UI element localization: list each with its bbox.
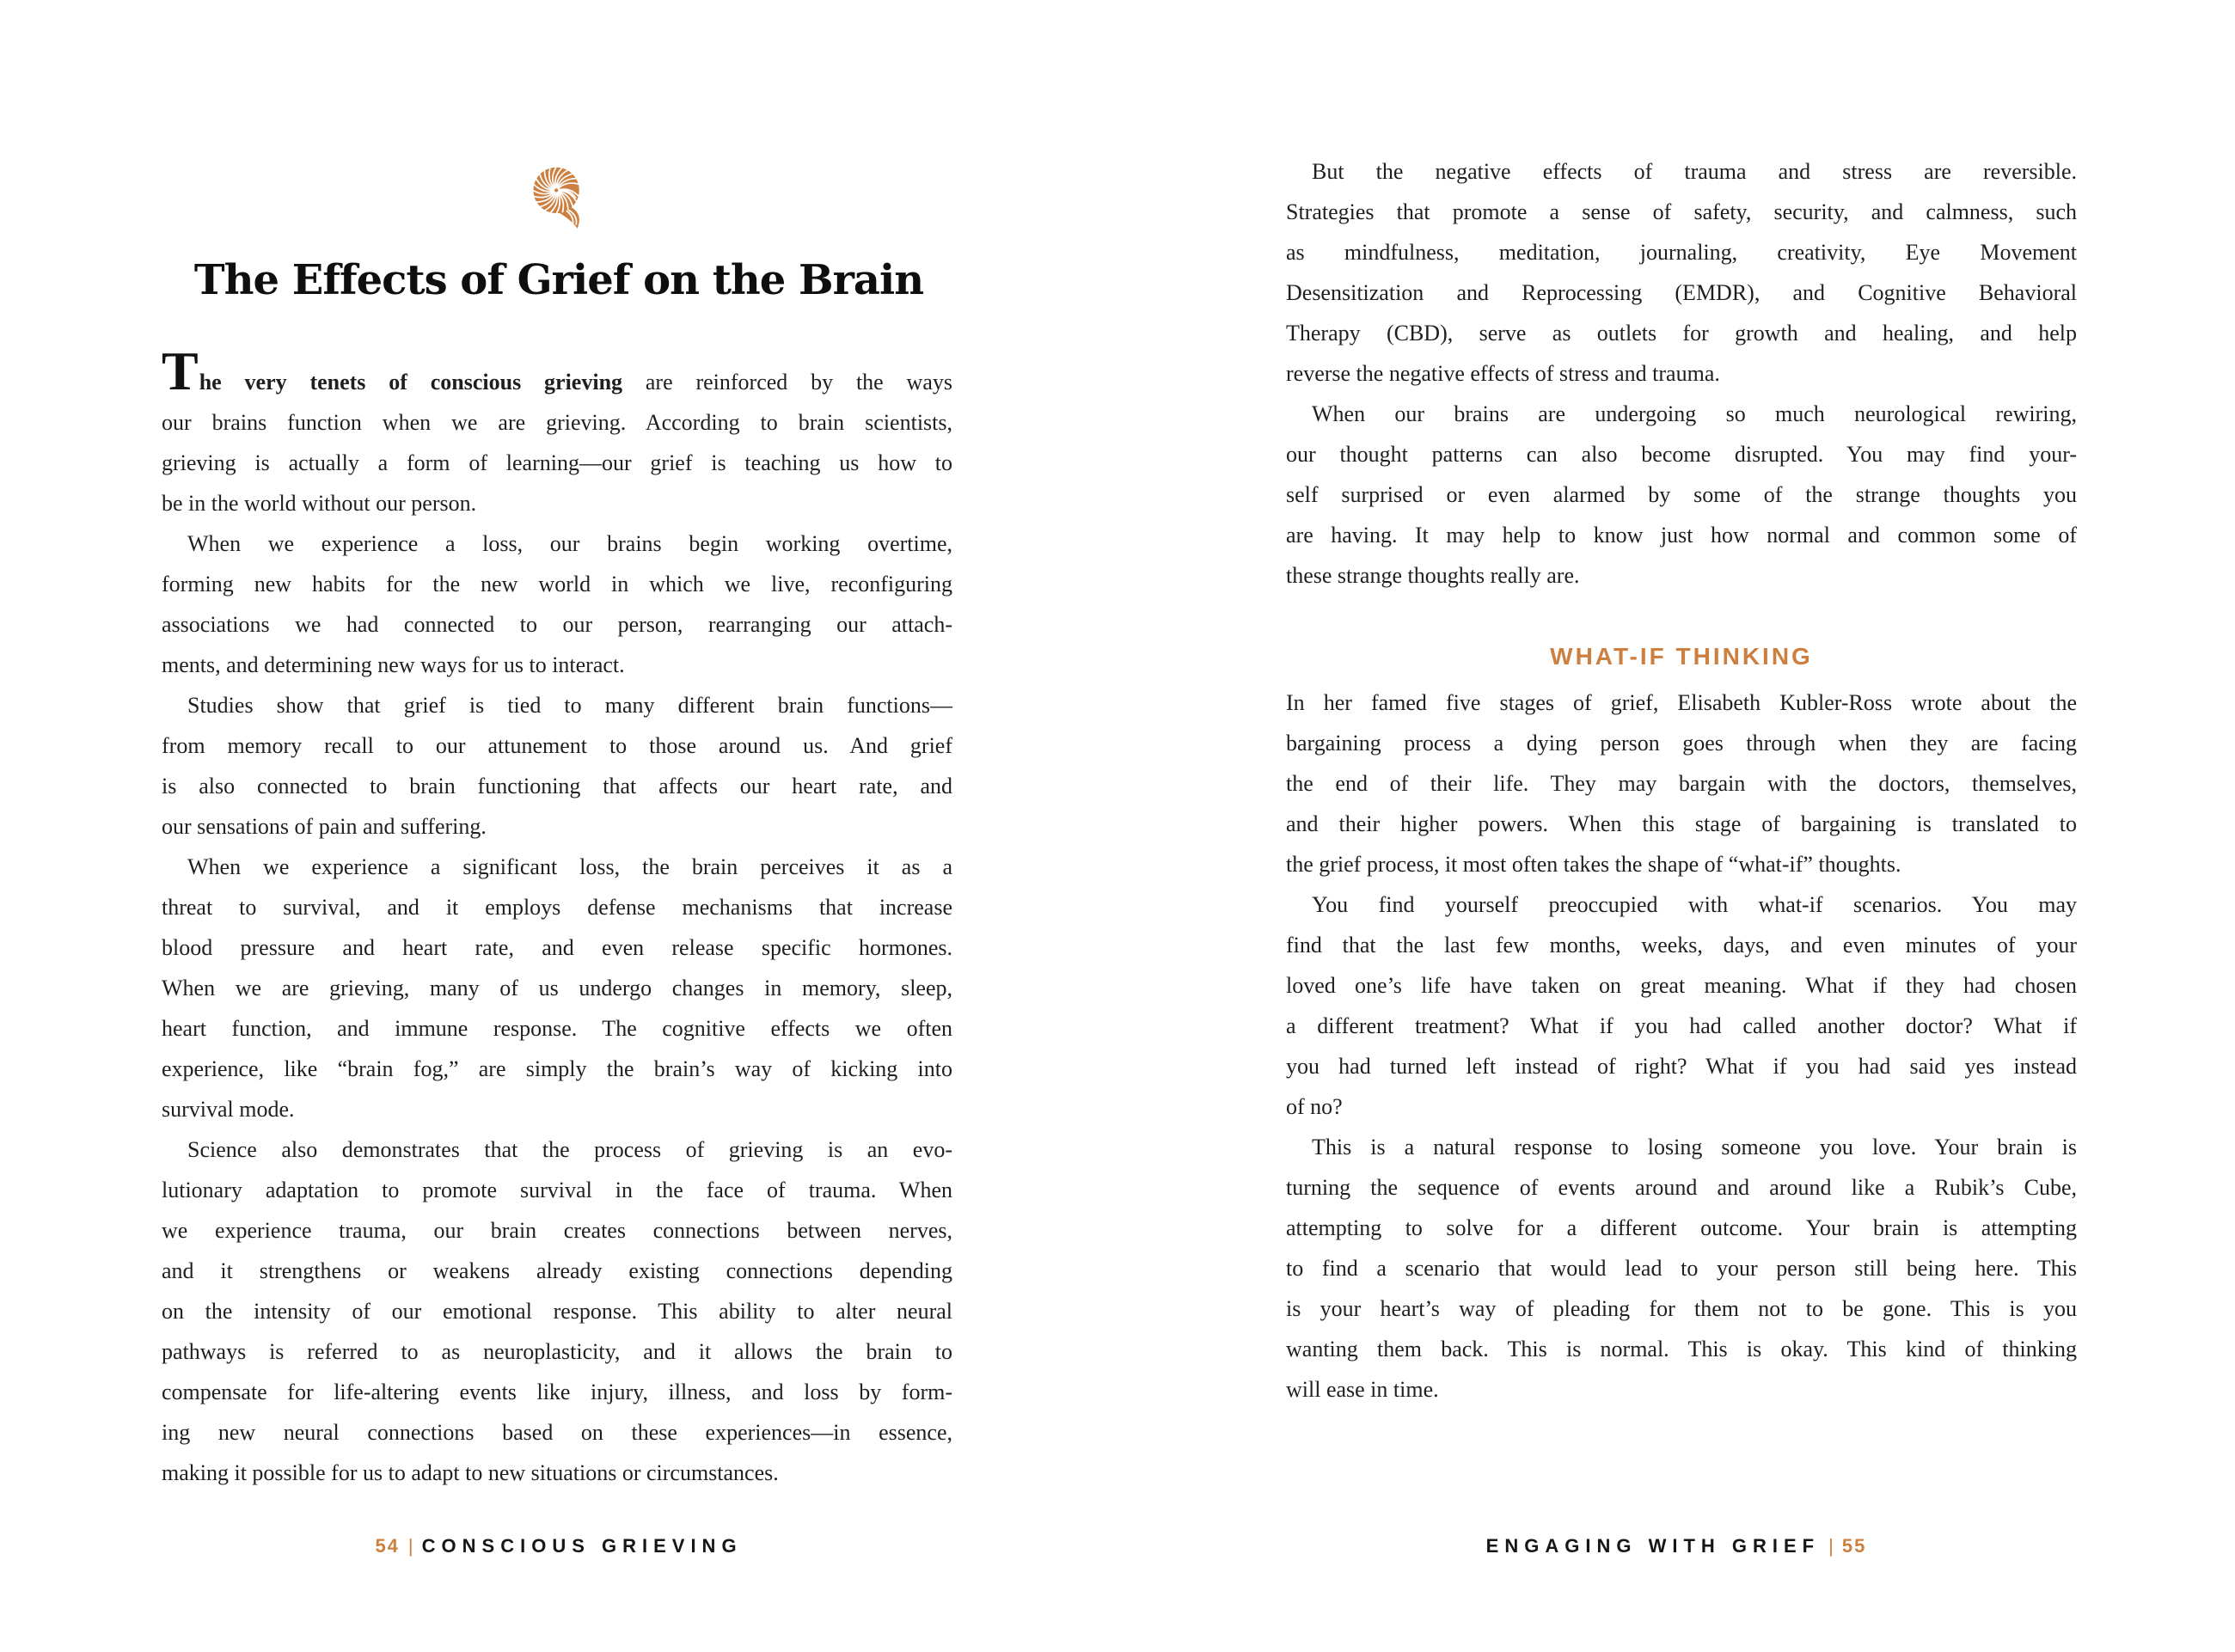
running-chapter-title: ENGAGING WITH GRIEF bbox=[1485, 1535, 1821, 1557]
body-line: of no? bbox=[1286, 1094, 1343, 1119]
bold-lead-in: he very tenets of conscious grieving bbox=[199, 370, 623, 395]
body-line: we experience trauma, our brain creates connections between nerves, bbox=[162, 1218, 952, 1243]
paragraph bbox=[162, 1129, 952, 1493]
body-line: Desensitization and Reprocessing (EMDR), and Cognitive Behavioral bbox=[1286, 280, 2077, 305]
body-line: our sensations of pain and suffering. bbox=[162, 814, 487, 839]
footer-separator: | bbox=[407, 1535, 413, 1557]
body-line: will ease in time. bbox=[1286, 1377, 1439, 1402]
paragraph bbox=[1286, 1127, 2077, 1410]
right-page-paragraphs-top bbox=[1286, 151, 2077, 596]
body-line: survival mode. bbox=[162, 1097, 295, 1122]
body-line: is your heart’s way of pleading for them not to be gone. This is you bbox=[1286, 1296, 2077, 1321]
body-line: bargaining process a dying person goes through when they are facing bbox=[1286, 731, 2077, 756]
body-line: When we experience a significant loss, the brain perceives it as a bbox=[187, 854, 952, 879]
left-page-footer bbox=[0, 1535, 1118, 1557]
body-line: from memory recall to our attunement to those around us. And grief bbox=[162, 733, 952, 758]
paragraph bbox=[1286, 682, 2077, 884]
body-line: pathways is referred to as neuroplasticity, and it allows the brain to bbox=[162, 1339, 952, 1364]
body-line: the end of their life. They may bargain with the doctors, themselves, bbox=[1286, 771, 2077, 796]
footer-separator: | bbox=[1828, 1535, 1834, 1557]
section-heading: WHAT-IF THINKING bbox=[1550, 643, 1813, 670]
page-number: 54 bbox=[375, 1535, 400, 1557]
lead-line-rest: are reinforced by the ways bbox=[622, 370, 952, 395]
body-line bbox=[162, 340, 952, 402]
body-line: lutionary adaptation to promote survival in the face of trauma. When bbox=[162, 1178, 952, 1202]
body-line: find that the last few months, weeks, days, and even minutes of your bbox=[1286, 933, 2077, 958]
right-page-paragraphs-bottom bbox=[1286, 682, 2077, 1410]
body-line: blood pressure and heart rate, and even release specific hormones. bbox=[162, 935, 952, 960]
left-page-body bbox=[162, 340, 952, 1493]
body-line: Science also demonstrates that the process of grieving is an evo- bbox=[187, 1137, 952, 1162]
paragraph bbox=[1286, 151, 2077, 394]
body-line: loved one’s life have taken on great meaning. What if they had chosen bbox=[1286, 973, 2077, 998]
paragraph bbox=[162, 685, 952, 847]
body-line: are having. It may help to know just how normal and common some of bbox=[1286, 523, 2077, 548]
body-line: reverse the negative effects of stress and trauma. bbox=[1286, 361, 1720, 386]
paragraph bbox=[162, 340, 952, 523]
body-line: grieving is actually a form of learning—our grief is teaching us how to bbox=[162, 450, 952, 475]
nautilus-shell-icon bbox=[0, 163, 1118, 236]
body-line: In her famed five stages of grief, Elisabeth Kubler-Ross wrote about the bbox=[1286, 690, 2077, 715]
body-line: as mindfulness, meditation, journaling, creativity, Eye Movement bbox=[1286, 240, 2077, 265]
running-book-title: CONSCIOUS GRIEVING bbox=[421, 1535, 743, 1557]
body-line: threat to survival, and it employs defense mechanisms that increase bbox=[162, 895, 952, 920]
body-line: forming new habits for the new world in which we live, reconfiguring bbox=[162, 572, 952, 597]
right-page bbox=[1118, 0, 2235, 1652]
body-line: these strange thoughts really are. bbox=[1286, 563, 1580, 588]
body-line: heart function, and immune response. The cognitive effects we often bbox=[162, 1016, 952, 1041]
body-line: ing new neural connections based on these experiences—in essence, bbox=[162, 1420, 952, 1445]
body-line: turning the sequence of events around and around like a Rubik’s Cube, bbox=[1286, 1175, 2077, 1200]
body-line: You find yourself preoccupied with what-if scenarios. You may bbox=[1312, 892, 2077, 917]
body-line: attempting to solve for a different outcome. Your brain is attempting bbox=[1286, 1215, 2077, 1240]
body-line: our brains function when we are grieving. According to brain scientists, bbox=[162, 410, 952, 435]
body-line: This is a natural response to losing someone you love. Your brain is bbox=[1312, 1135, 2077, 1159]
body-line: our thought patterns can also become disrupted. You may find your- bbox=[1286, 442, 2077, 467]
body-line: When we are grieving, many of us undergo changes in memory, sleep, bbox=[162, 976, 952, 1000]
paragraph bbox=[1286, 884, 2077, 1127]
right-page-body bbox=[1286, 151, 2077, 1410]
body-line: be in the world without our person. bbox=[162, 491, 477, 516]
body-line: self surprised or even alarmed by some of the strange thoughts you bbox=[1286, 482, 2077, 507]
body-line: and their higher powers. When this stage of bargaining is translated to bbox=[1286, 811, 2077, 836]
body-line: the grief process, it most often takes the shape of “what-if” thoughts. bbox=[1286, 852, 1901, 877]
body-line: Therapy (CBD), serve as outlets for growth and healing, and help bbox=[1286, 321, 2077, 346]
paragraph bbox=[162, 523, 952, 685]
body-line: and it strengthens or weakens already existing connections depending bbox=[162, 1258, 952, 1283]
page-number: 55 bbox=[1841, 1535, 1867, 1557]
body-line: on the intensity of our emotional response. This ability to alter neural bbox=[162, 1299, 952, 1324]
drop-cap: T bbox=[162, 340, 199, 401]
body-line: experience, like “brain fog,” are simply the brain’s way of kicking into bbox=[162, 1056, 952, 1081]
paragraph bbox=[1286, 394, 2077, 596]
body-line: is also connected to brain functioning that affects our heart rate, and bbox=[162, 774, 952, 798]
body-line: When our brains are undergoing so much neurological rewiring, bbox=[1312, 401, 2077, 426]
body-line: When we experience a loss, our brains begin working overtime, bbox=[187, 531, 952, 556]
right-page-footer bbox=[1118, 1535, 2235, 1557]
body-line: to find a scenario that would lead to your person still being here. This bbox=[1286, 1256, 2077, 1281]
paragraph bbox=[162, 847, 952, 1129]
body-line: a different treatment? What if you had called another doctor? What if bbox=[1286, 1013, 2077, 1038]
body-line: making it possible for us to adapt to new situations or circumstances. bbox=[162, 1460, 779, 1485]
body-line: wanting them back. This is normal. This is okay. This kind of thinking bbox=[1286, 1337, 2077, 1361]
body-line: Strategies that promote a sense of safety, security, and calmness, such bbox=[1286, 199, 2077, 224]
body-line: Studies show that grief is tied to many different brain functions— bbox=[187, 693, 952, 718]
chapter-title: The Effects of Grief on the Brain bbox=[193, 256, 924, 304]
body-line: you had turned left instead of right? What if you had said yes instead bbox=[1286, 1054, 2077, 1079]
body-line: compensate for life-altering events like injury, illness, and loss by form- bbox=[162, 1380, 952, 1404]
body-line: associations we had connected to our person, rearranging our attach- bbox=[162, 612, 952, 637]
body-line: But the negative effects of trauma and stress are reversible. bbox=[1312, 159, 2077, 184]
body-line: ments, and determining new ways for us to interact. bbox=[162, 652, 625, 677]
